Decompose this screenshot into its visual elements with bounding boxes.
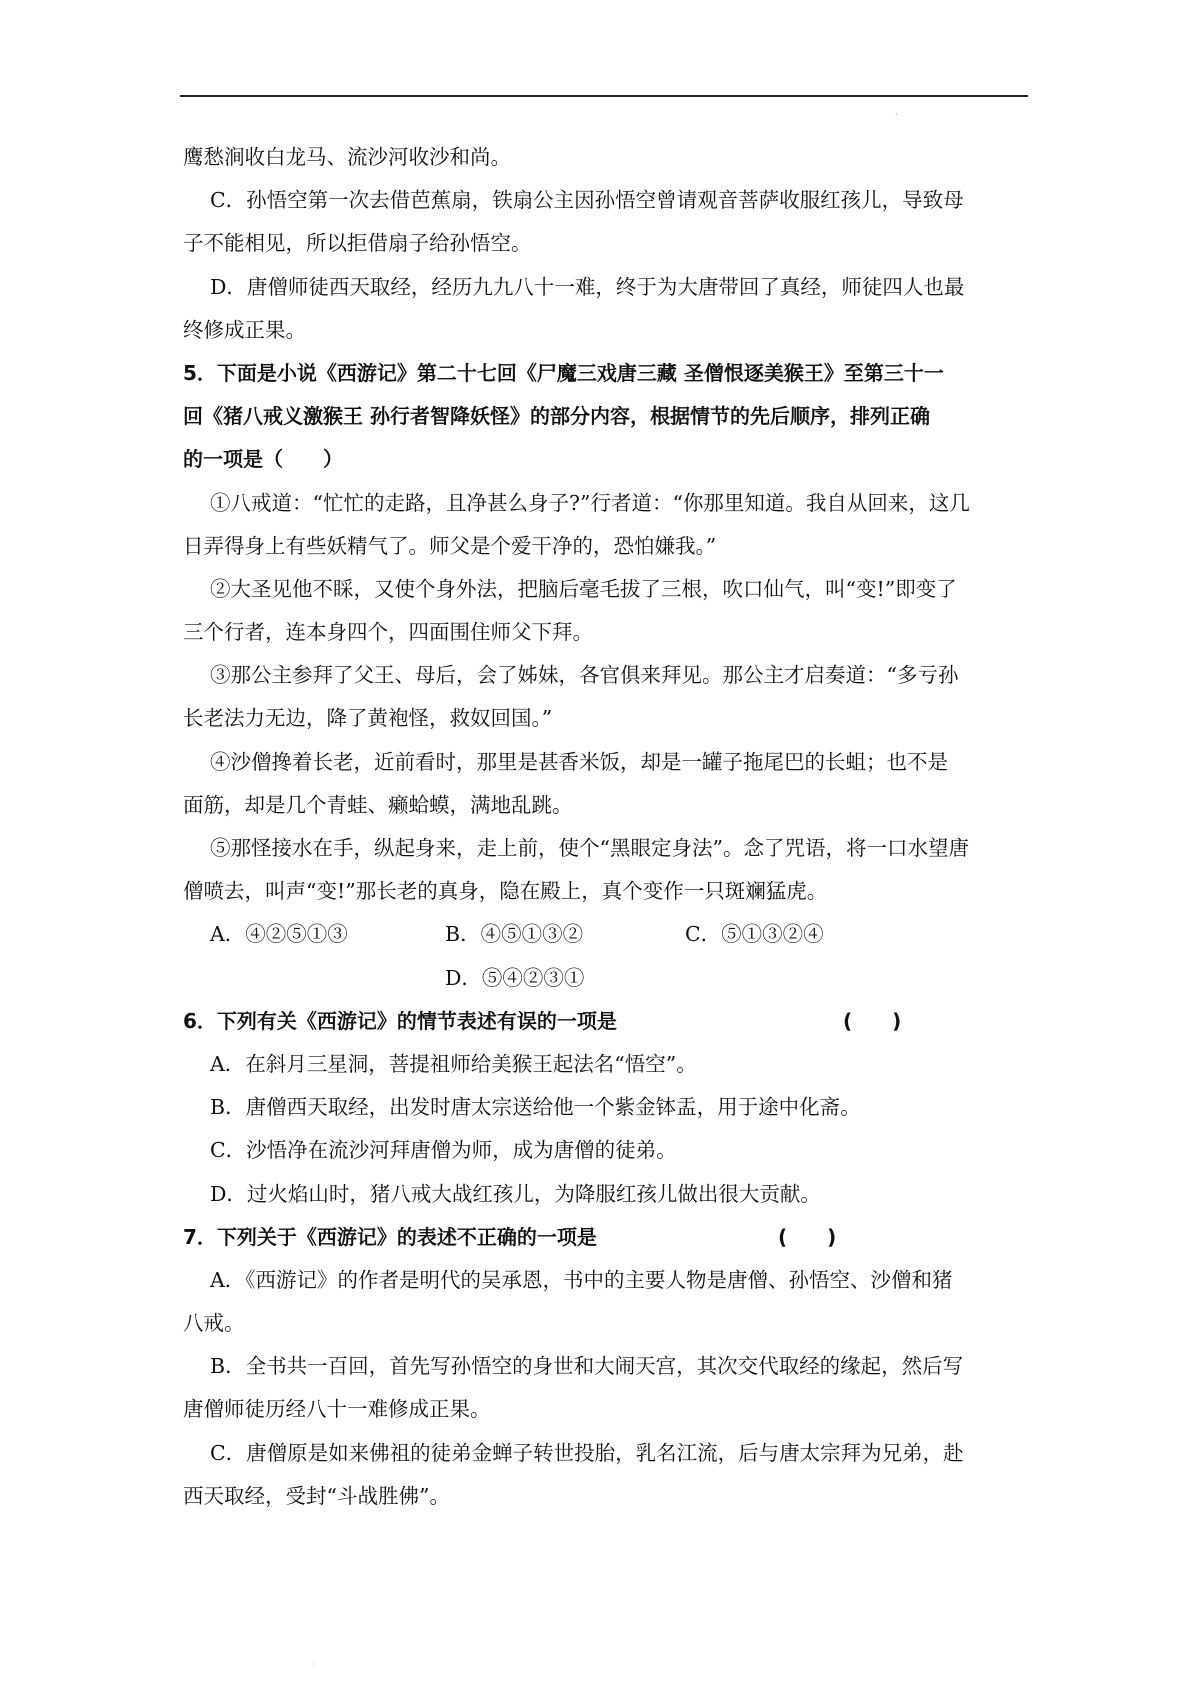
- q5-stem: 5．下面是小说《西游记》第二十七回《尸魔三戏唐三藏 圣僧恨逐美猴王》至第三十一: [183, 360, 944, 385]
- q6-option-d: D．过火焰山时，猪八戒大战红孩儿，为降服红孩儿做出很大贡献。: [210, 1181, 821, 1206]
- q7-option-c: C．唐僧原是如来佛祖的徒弟金蝉子转世投胎，乳名江流，后与唐太宗拜为兄弟，赴: [210, 1440, 964, 1465]
- passage-3: 长老法力无边，降了黄袍怪，救奴回国。”: [183, 706, 553, 731]
- q7-answer-paren: ( ): [778, 1224, 837, 1249]
- footer-mark: ·: [312, 1660, 315, 1669]
- q5-option-d-row: [183, 957, 1028, 1000]
- passage-2: 三个行者，连本身四个，四面围住师父下拜。: [183, 620, 593, 645]
- text-line: 子不能相见，所以拒借扇子给孙悟空。: [183, 231, 532, 256]
- passage-3: ③那公主参拜了父王、母后，会了姊妹，各官俱来拜见。那公主才启奏道：“多亏孙: [210, 663, 959, 688]
- q7-stem: 7．下列关于《西游记》的表述不正确的一项是: [183, 1224, 597, 1249]
- text-line: 鹰愁涧收白龙马、流沙河收沙和尚。: [183, 145, 511, 169]
- q5-option-c: C．⑤①③②④: [685, 922, 824, 947]
- passage-4: ④沙僧搀着长老，近前看时，那里是甚香米饭，却是一罐子拖尾巴的长蛆；也不是: [210, 749, 948, 774]
- passage-4: 面筋，却是几个青蛙、癞蛤蟆，满地乱跳。: [183, 792, 573, 817]
- header-mark: ·: [895, 110, 898, 119]
- q6-stem: 6．下列有关《西游记》的情节表述有误的一项是: [183, 1008, 617, 1033]
- passage-1: ①八戒道：“忙忙的走路，且净甚么身子?”行者道：“你那里知道。我自从回来，这几: [210, 490, 970, 515]
- q7-option-c: 西天取经，受封“斗战胜佛”。: [183, 1483, 450, 1508]
- header-rule: [180, 95, 1028, 97]
- q5-options-row: [183, 913, 1028, 956]
- q6-option-b: B．唐僧西天取经，出发时唐太宗送给他一个紫金钵盂，用于途中化斋。: [210, 1095, 861, 1120]
- q5-stem: 的一项是（ ）: [183, 447, 343, 472]
- passage-5: ⑤那怪接水在手，纵起身来，走上前，使个“黑眼定身法”。念了咒语，将一口水望唐: [210, 836, 969, 860]
- text-line: 终修成正果。: [183, 317, 306, 342]
- q5-option-a: A．④②⑤①③: [210, 922, 348, 947]
- q4-option-d: D．唐僧师徒西天取经，经历九九八十一难，终于为大唐带回了真经，师徒四人也最: [210, 274, 965, 299]
- passage-5: 僧喷去，叫声“变!”那长老的真身，隐在殿上，真个变作一只斑斓猛虎。: [183, 879, 828, 904]
- q7-option-a: 八戒。: [183, 1311, 245, 1336]
- q5-option-b: B．④⑤①③②: [445, 922, 584, 947]
- page-body: [183, 136, 1028, 1518]
- passage-2: ②大圣见他不睬，又使个身外法，把脑后毫毛拔了三根，吹口仙气，叫“变!”即变了: [210, 576, 957, 601]
- q7-stem-row: [183, 1216, 1028, 1259]
- q7-option-b: B．全书共一百回，首先写孙悟空的身世和大闹天宫，其次交代取经的缘起，然后写: [210, 1354, 964, 1379]
- q6-option-c: C．沙悟净在流沙河拜唐僧为师，成为唐僧的徒弟。: [210, 1138, 677, 1163]
- q7-option-b: 唐僧师徒历经八十一难修成正果。: [183, 1397, 491, 1422]
- q7-option-a: A．《西游记》的作者是明代的吴承恩，书中的主要人物是唐僧、孙悟空、沙僧和猪: [210, 1267, 953, 1292]
- passage-1: 日弄得身上有些妖精气了。师父是个爱干净的，恐怕嫌我。”: [183, 533, 717, 558]
- q6-answer-paren: ( ): [843, 1008, 902, 1033]
- q6-option-a: A．在斜月三星洞，菩提祖师给美猴王起法名“悟空”。: [210, 1051, 697, 1076]
- q5-option-d: D．⑤④②③①: [445, 965, 585, 990]
- q6-stem-row: [183, 1000, 1028, 1043]
- q5-stem: 回《猪八戒义激猴王 孙行者智降妖怪》的部分内容，根据情节的先后顺序，排列正确: [183, 404, 930, 429]
- q4-option-c: C．孙悟空第一次去借芭蕉扇，铁扇公主因孙悟空曾请观音菩萨收服红孩儿，导致母: [210, 188, 964, 213]
